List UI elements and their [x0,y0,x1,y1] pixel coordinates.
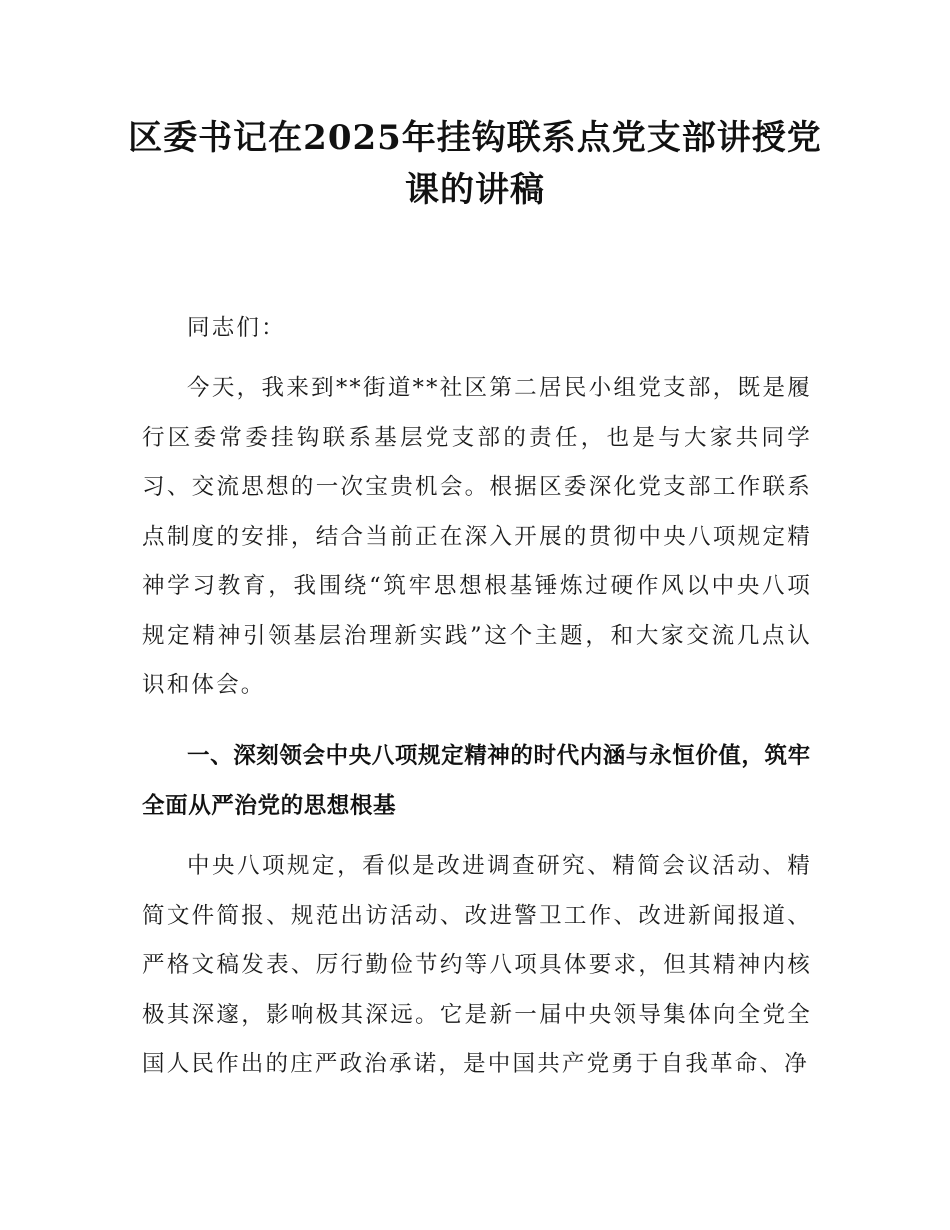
salutation: 同志们： [187,315,286,341]
document-title: 区委书记在2025年挂钩联系点党支部讲授党课的讲稿 [128,118,822,210]
paragraph-intro: 今天，我来到**街道**社区第二居民小组党支部，既是履行区委常委挂钩联系基层党支部的责任，也是与大家共同学习、交流思想的一次宝贵机会。根据区委深化党支部工作联系点制度的安排，结合当前正在深入开展的贯彻中央八项规定精神学习教育，我围绕“筑牢思想根基锤炼过硬作风以中央八项规定精神引领基层治理新实践”这个主题，和大家交流几点认识和体会。 [142,375,812,698]
section-heading-1: 一、深刻领会中央八项规定精神的时代内涵与永恒价值，筑牢全面从严治党的思想根基 [142,743,811,819]
paragraph-section-1: 中央八项规定，看似是改进调查研究、精简会议活动、精简文件简报、规范出访活动、改进警卫工作、改进新闻报道、严格文稿发表、厉行勤俭节约等八项具体要求，但其精神内核极其深邃，影响极其深远。它是新一届中央领导集体向全党全国人民作出的庄严政治承诺，是中国共产党勇于自我革命、净 [142,853,812,1077]
